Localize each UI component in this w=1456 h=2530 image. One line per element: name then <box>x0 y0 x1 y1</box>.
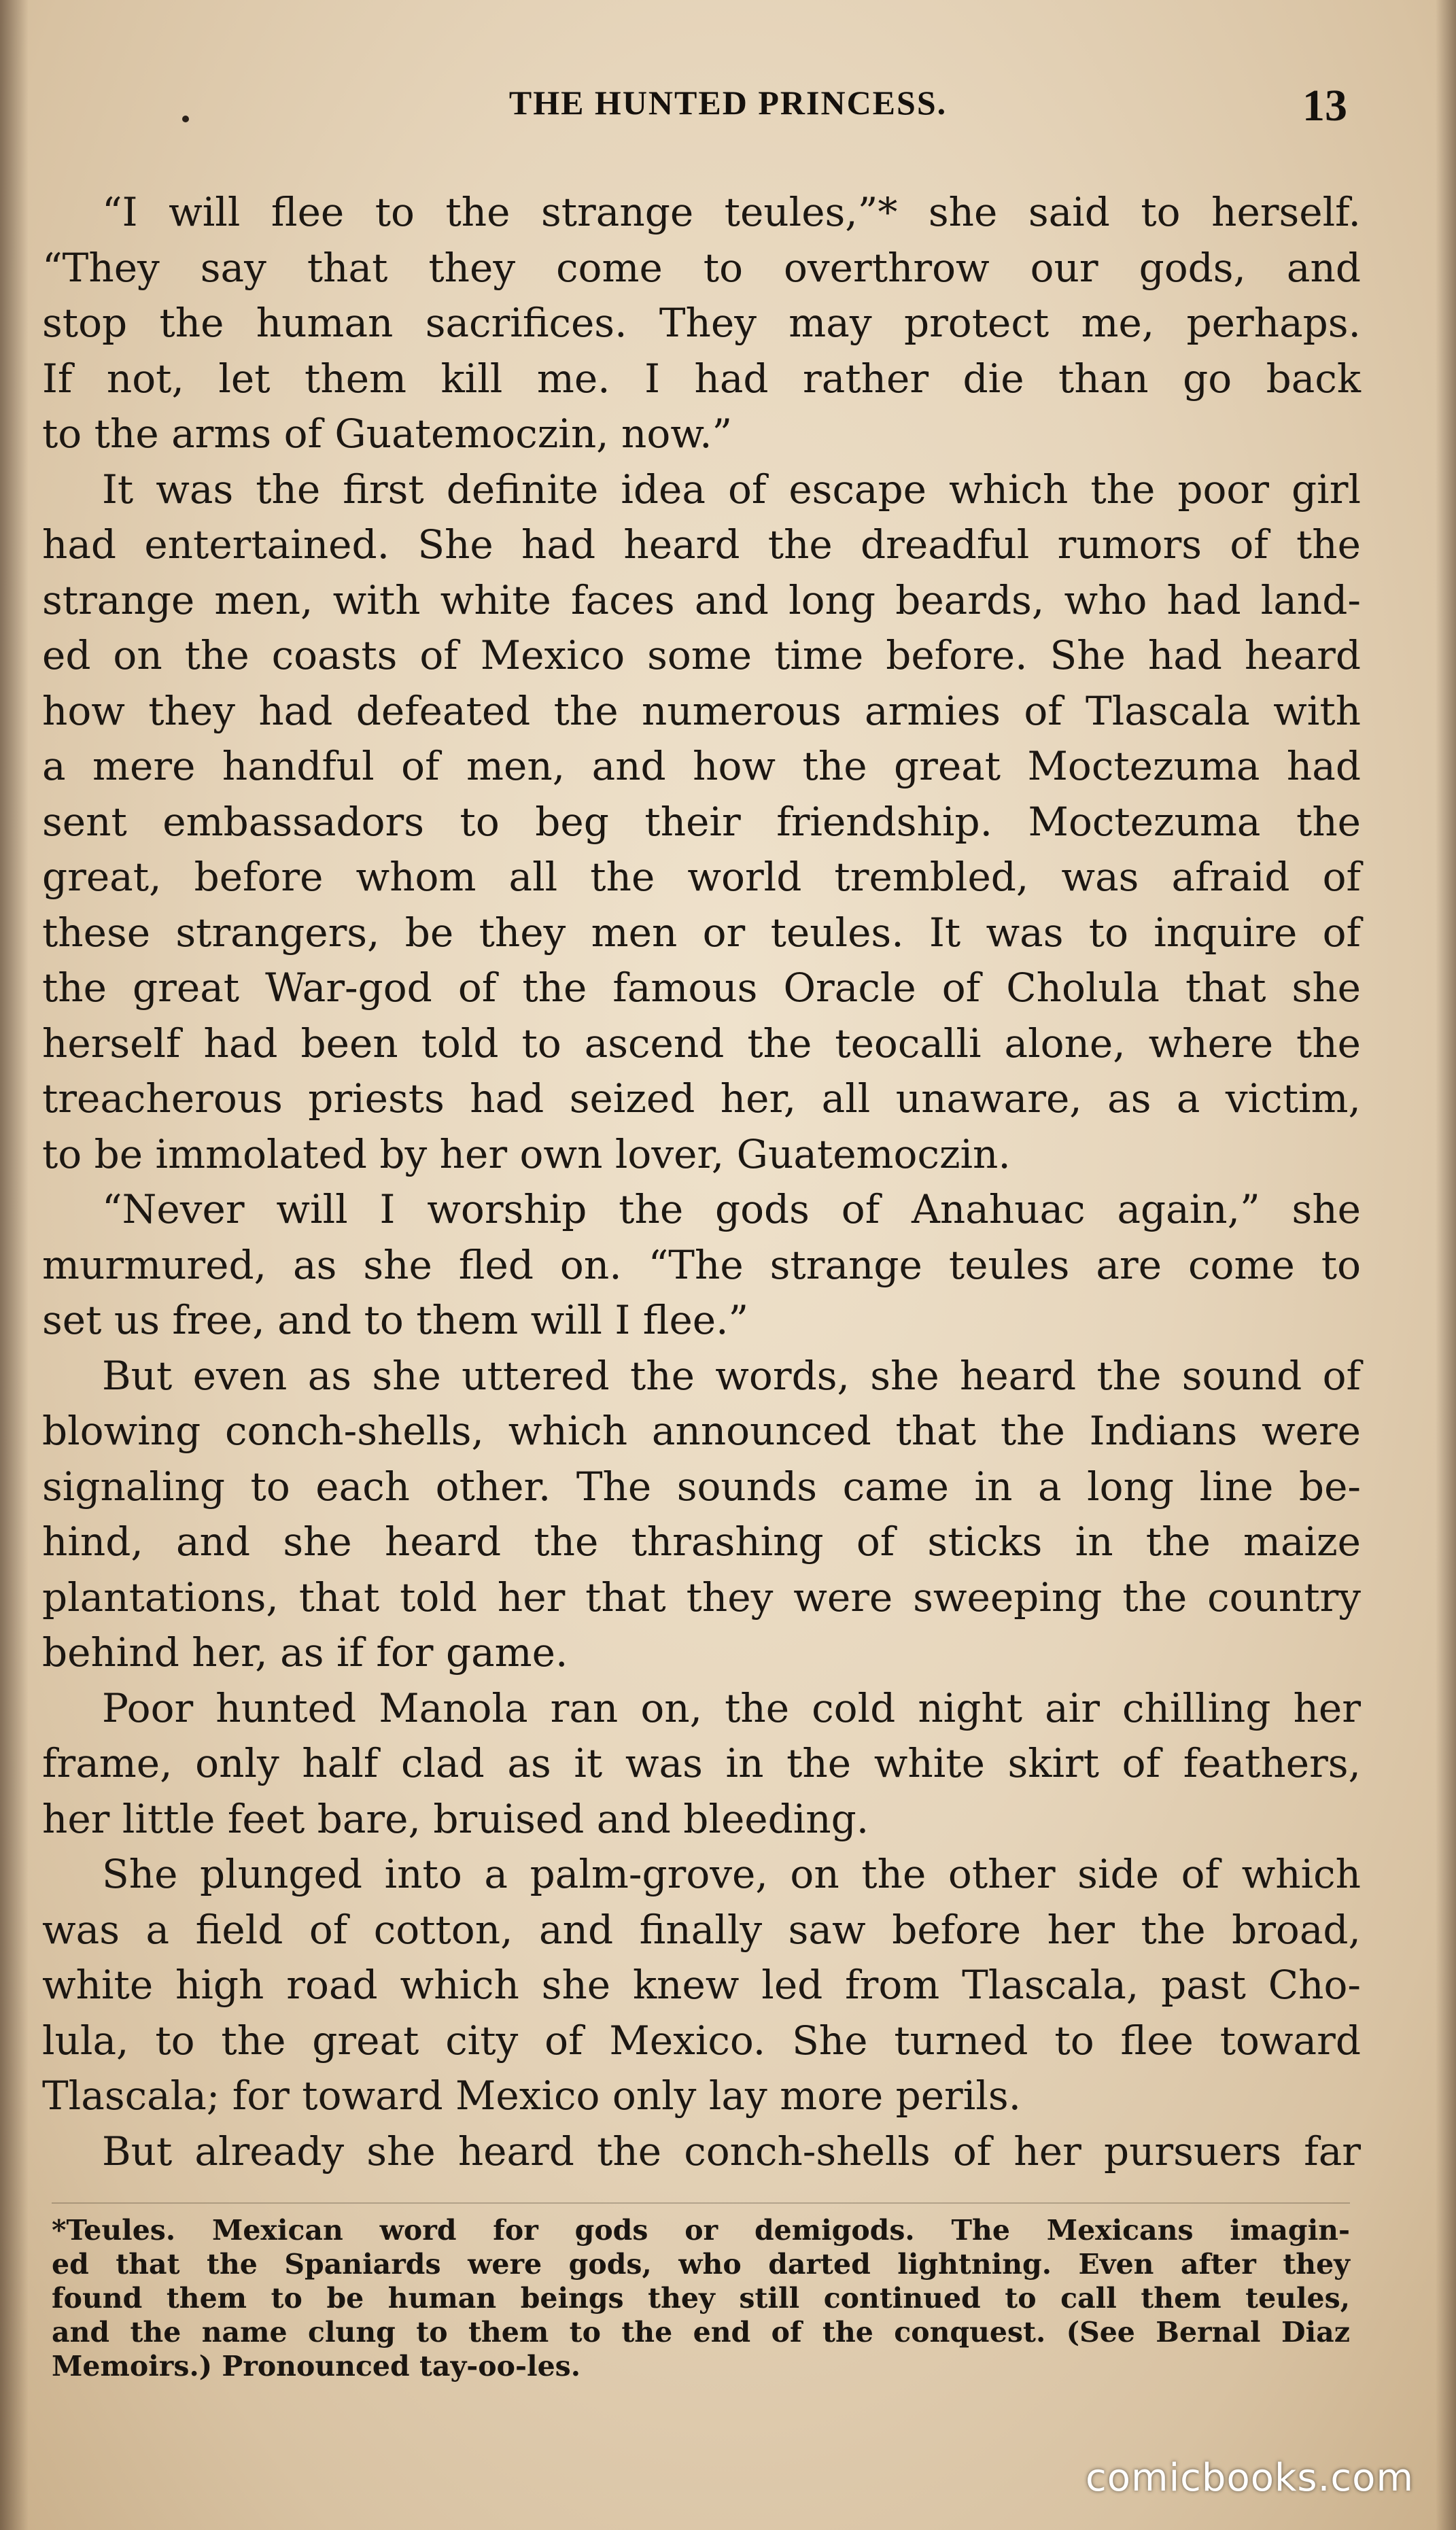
text-line: murmured, as she fled on. “The strange teules are come to <box>42 1241 1361 1288</box>
text-line: the great War-god of the famous Oracle of Cholula that she <box>42 965 1361 1011</box>
text-line: behind her, as if for game. <box>42 1629 568 1676</box>
site-watermark: comicbooks.com <box>1085 2456 1414 2500</box>
footnote <box>52 2202 1350 2383</box>
text-line: If not, let them kill me. I had rather die than go back <box>42 355 1361 402</box>
footnote-line: *Teules. Mexican word for gods or demigods. The Mexicans imagin- <box>52 2214 1350 2247</box>
text-line: a mere handful of men, and how the great Moctezuma had <box>42 743 1361 789</box>
text-line: to be immolated by her own lover, Guatemoczin. <box>42 1130 1011 1177</box>
text-line: set us free, and to them will I flee.” <box>42 1297 749 1343</box>
text-line: hind, and she heard the thrashing of sticks in the maize <box>42 1519 1361 1565</box>
text-line: “Never will I worship the gods of Anahuac again,” she <box>102 1186 1361 1232</box>
text-line: to the arms of Guatemoczin, now.” <box>42 411 733 457</box>
right-edge-shadow <box>1436 0 1456 2530</box>
text-line: It was the first definite idea of escape which the poor girl <box>102 466 1361 513</box>
text-line: But even as she uttered the words, she heard the sound of <box>102 1352 1361 1399</box>
text-line: lula, to the great city of Mexico. She turned to flee toward <box>42 2017 1361 2064</box>
text-line: was a field of cotton, and finally saw before her the broad, <box>42 1906 1361 1953</box>
page-number: 13 <box>1302 81 1347 131</box>
text-line: frame, only half clad as it was in the white skirt of feathers, <box>42 1740 1361 1786</box>
body-text <box>42 185 1361 2179</box>
text-line: signaling to each other. The sounds came in a long line be- <box>42 1463 1361 1510</box>
text-line: great, before whom all the world trembled, was afraid of <box>42 854 1361 900</box>
footnote-line: ed that the Spaniards were gods, who darted lightning. Even after they <box>52 2248 1350 2281</box>
text-line: She plunged into a palm-grove, on the other side of which <box>102 1851 1361 1897</box>
text-line: these strangers, be they men or teules. It was to inquire of <box>42 909 1361 956</box>
text-line: white high road which she knew led from Tlascala, past Cho- <box>42 1962 1361 2008</box>
footnote-line: found them to be human beings they still continued to call them teules, <box>52 2282 1350 2315</box>
text-line: Poor hunted Manola ran on, the cold night air chilling her <box>102 1684 1361 1731</box>
text-line: sent embassadors to beg their friendship. Moctezuma the <box>42 798 1361 845</box>
text-line: “I will flee to the strange teules,”* she said to herself. <box>102 189 1361 235</box>
text-line: had entertained. She had heard the dreadful rumors of the <box>42 521 1361 568</box>
footnote-line: Memoirs.) Pronounced tay-oo-les. <box>52 2350 581 2382</box>
running-title: THE HUNTED PRINCESS. <box>508 84 948 122</box>
text-line: But already she heard the conch-shells of her pursuers far <box>102 2128 1361 2174</box>
text-line: “They say that they come to overthrow our gods, and <box>42 244 1361 291</box>
text-line: how they had defeated the numerous armies of Tlascala with <box>42 687 1361 734</box>
text-line: stop the human sacrifices. They may protect me, perhaps. <box>42 300 1361 346</box>
running-head <box>0 80 1456 135</box>
text-line: ed on the coasts of Mexico some time before. She had heard <box>42 632 1361 678</box>
text-line: strange men, with white faces and long beards, who had land- <box>42 576 1361 623</box>
left-edge-shadow <box>0 0 29 2530</box>
text-line: plantations, that told her that they were sweeping the country <box>42 1574 1361 1621</box>
footnote-line: and the name clung to them to the end of the conquest. (See Bernal Diaz <box>52 2316 1350 2349</box>
text-line: treacherous priests had seized her, all unaware, as a victim, <box>42 1075 1361 1122</box>
text-line: herself had been told to ascend the teocalli alone, where the <box>42 1020 1361 1067</box>
text-line: her little feet bare, bruised and bleeding. <box>42 1795 869 1842</box>
text-line: blowing conch-shells, which announced that the Indians were <box>42 1408 1361 1454</box>
text-line: Tlascala; for toward Mexico only lay more perils. <box>42 2073 1022 2119</box>
